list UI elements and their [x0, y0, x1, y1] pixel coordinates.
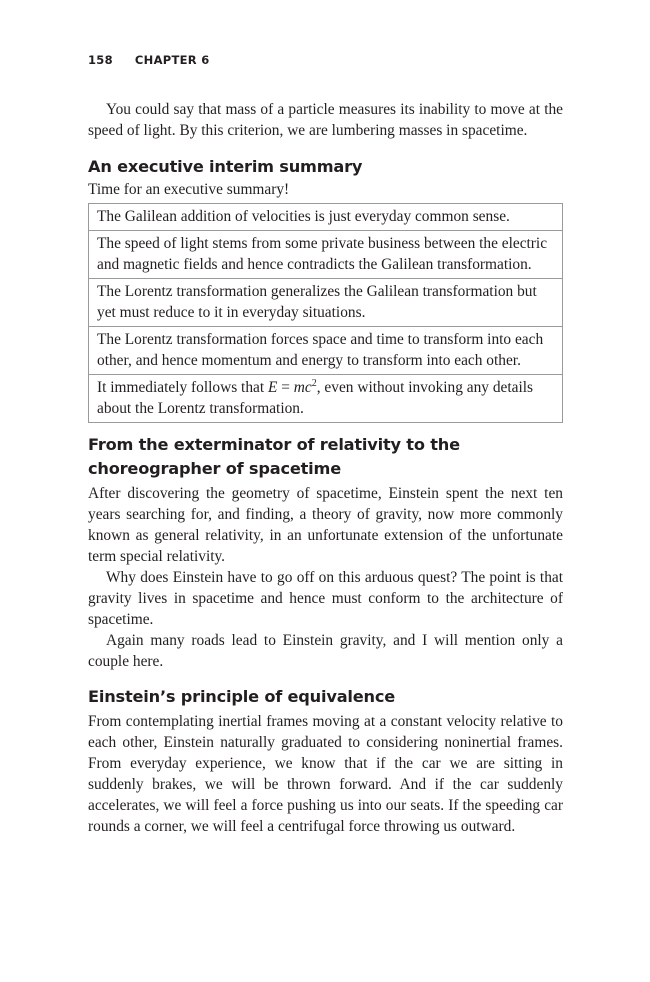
page-number: 158 — [88, 53, 113, 67]
chapter-label: CHAPTER 6 — [134, 53, 210, 67]
section-paragraph: Why does Einstein have to go off on this arduous quest? The point is that gravity lives in spacetime and hence must conform to the architecture of spacetime. — [88, 569, 563, 628]
section-paragraph: Again many roads lead to Einstein gravity, and I will mention only a couple here. — [88, 632, 563, 670]
table-row — [89, 327, 563, 375]
table-cell: The Lorentz transformation forces space and time to transform into each other, and hence momentum and energy to transform into each other. — [89, 327, 563, 375]
running-head — [88, 53, 210, 67]
equation-lhs: E — [267, 379, 278, 396]
table-row — [89, 231, 563, 279]
table-row — [89, 279, 563, 327]
page-body — [88, 99, 563, 837]
table-cell: The Lorentz transformation generalizes the Galilean transformation but yet must reduce to it in everyday situations. — [89, 279, 563, 327]
equation-equals: = — [277, 379, 294, 396]
text-after-equation: , even without invoking any details about the Lorentz transformation. — [97, 379, 534, 417]
section-heading: From the exterminator of relativity to the choreographer of spacetime — [88, 435, 460, 478]
table-row — [89, 204, 563, 231]
table-row — [89, 375, 563, 423]
summary-intro: Time for an executive summary! — [88, 181, 290, 198]
section-paragraph: After discovering the geometry of spacetime, Einstein spent the next ten years searching for, and finding, a theory of gravity, now more commonly known as general relativity, in an unfortunate extension of the unfortunate term special relativity. — [88, 485, 563, 565]
equation-exponent: 2 — [311, 377, 317, 389]
intro-paragraph: You could say that mass of a particle measures its inability to move at the speed of light. By this criterion, we are lumbering masses in spacetime. — [88, 101, 563, 139]
text-before-equation: It immediately follows that — [97, 379, 268, 396]
summary-heading: An executive interim summary — [88, 157, 363, 176]
equivalence-heading: Einstein’s principle of equivalence — [88, 687, 396, 706]
table-cell: The Galilean addition of velocities is just everyday common sense. — [89, 204, 563, 231]
summary-table — [88, 203, 563, 423]
table-cell: The speed of light stems from some private business between the electric and magnetic fields and hence contradicts the Galilean transformation. — [89, 231, 563, 279]
equivalence-paragraph: From contemplating inertial frames moving at a constant velocity relative to each other, Einstein naturally graduated to considering noninertial frames. From everyday experience, we know that if the car we are sitting in suddenly brakes, we will be thrown forward. And if the car suddenly accelerates, we will feel a force pushing us into our seats. If the speeding car rounds a corner, we will feel a centrifugal force throwing us outward. — [88, 713, 563, 835]
table-cell-equation — [89, 375, 563, 423]
equation-rhs: mc — [293, 379, 312, 396]
